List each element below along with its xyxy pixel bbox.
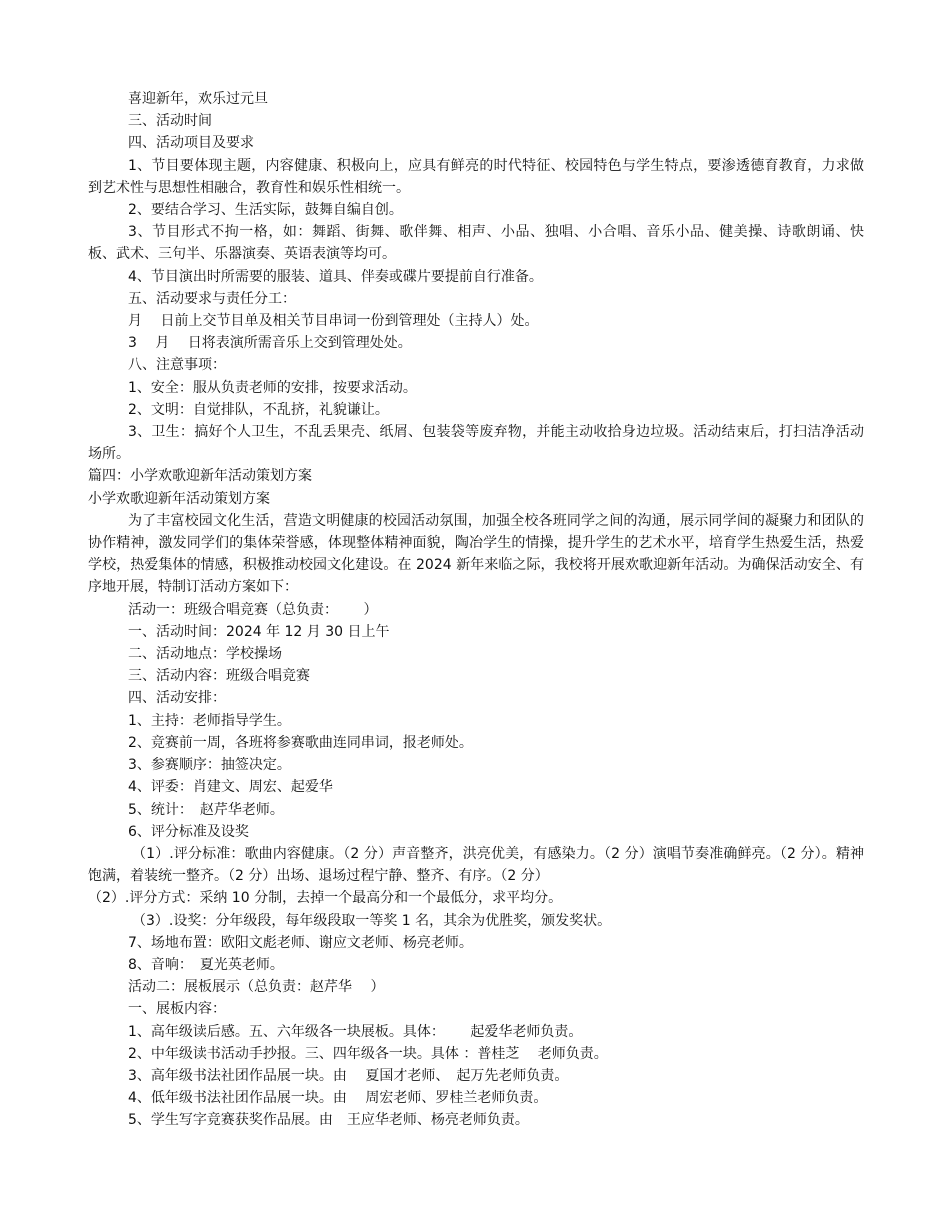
section-heading: 三、活动时间 [128,113,212,130]
text-line: 四、活动安排： [128,690,226,707]
text-line: 1、安全：服从负责老师的安排，按要求活动。 [128,379,417,396]
text-line: 3 月 日将表演所需音乐上交到管理处处。 [128,335,412,352]
text-line: （3）.设奖：分年级段，每年级段取一等奖 1 名，其余为优胜奖，颁发奖状。 [132,912,612,929]
text-line: 2、文明：自觉排队，不乱挤，礼貌谦让。 [128,401,389,418]
paragraph: （1）.评分标准：歌曲内容健康。（2 分）声音整齐，洪亮优美，有感染力。（2 分）演唱节奏准确鲜亮。（2 分）。精神饱满，着装统一整齐。（2 分）出场、退场过程宁静、整齐、有序。（2 分） [88,845,864,885]
text-line: 4、节目演出时所需要的服装、道具、伴奏或碟片要提前自行准备。 [128,268,543,285]
section-heading: 五、活动要求与责任分工： [128,290,296,307]
document-page [88,88,864,1132]
list-item: 4、低年级书法社团作品展一块。由 周宏老师、罗桂兰老师负责。 [128,1090,548,1107]
paragraph: 3、卫生：搞好个人卫生，不乱丢果壳、纸屑、包装袋等废弃物，并能主动收拾身边垃圾。活动结束后，打扫洁净活动场所。 [88,424,864,463]
list-item: 2、中年级读书活动手抄报。三、四年级各一块。具体 ：普桂芝 老师负责。 [128,1045,608,1062]
document-title: 小学欢歌迎新年活动策划方案 [88,490,270,507]
list-item: 3、高年级书法社团作品展一块。由 夏国才老师、 起万先老师负责。 [128,1067,569,1084]
section-heading: 八、注意事项： [128,357,226,374]
text-line: 喜迎新年，欢乐过元旦 [128,91,268,107]
chapter-title: 篇四：小学欢歌迎新年活动策划方案 [88,468,312,485]
list-item: 7、场地布置：欧阳文彪老师、谢应文老师、杨亮老师。 [128,934,473,951]
text-line: 三、活动内容：班级合唱竞赛 [128,668,310,685]
list-item: 1、高年级读后感。五、六年级各一块展板。具体： 起爱华老师负责。 [128,1023,583,1040]
text-line: （2）.评分方式：采纳 10 分制，去掉一个最高分和一个最低分，求平均分。 [88,890,563,907]
text-line: 一、活动时间：2024 年 12 月 30 日上午 [128,623,390,640]
section-heading: 活动一：班级合唱竞赛（总负责： ） [128,601,378,618]
section-heading: 活动二：展板展示（总负责：赵芹华 ） [128,979,385,996]
text-line: 一、展板内容： [128,1001,226,1018]
text-line: 2、要结合学习、生活实际，鼓舞自编自创。 [128,202,403,219]
section-heading: 四、活动项目及要求 [128,135,254,152]
list-item: 4、评委：肖建文、周宏、起爱华 [128,779,333,796]
list-item: 3、参赛顺序：抽签决定。 [128,757,291,774]
list-item: 6、评分标准及设奖 [128,823,249,840]
paragraph: 3、节目形式不拘一格，如：舞蹈、街舞、歌伴舞、相声、小品、独唱、小合唱、音乐小品、健美操、诗歌朗诵、快板、武术、三句半、乐器演奏、英语表演等均可。 [88,224,864,263]
text-line: 二、活动地点：学校操场 [128,646,282,663]
list-item: 1、主持：老师指导学生。 [128,712,291,729]
list-item: 2、竞赛前一周，各班将参赛歌曲连同串词，报老师处。 [128,734,473,751]
text-line: 月 日前上交节目单及相关节目串词一份到管理处（主持人）处。 [128,313,539,330]
list-item: 5、统计： 赵芹华老师。 [128,801,284,818]
paragraph: 1、节目要体现主题，内容健康、积极向上，应具有鲜亮的时代特征、校园特色与学生特点，要渗透德育教育，力求做到艺术性与思想性相融合，教育性和娱乐性相统一。 [88,157,864,196]
intro-paragraph: 为了丰富校园文化生活，营造文明健康的校园活动氛围，加强全校各班同学之间的沟通，展示同学间的凝聚力和团队的协作精神，激发同学们的集体荣誉感，体现整体精神面貌，陶冶学生的情操，提升学生的艺术水平，培育学生热爱生活，热爱学校，热爱集体的情感，积极推动校园文化建设。在 2024 新年来临之际，我校将开展欢歌迎新年活动。为确保活动安全、有序地开展，特制订活动方案如下： [88,512,864,596]
list-item: 8、音响： 夏光英老师。 [128,956,284,973]
list-item: 5、学生写字竞赛获奖作品展。由 王应华老师、杨亮老师负责。 [128,1112,529,1129]
